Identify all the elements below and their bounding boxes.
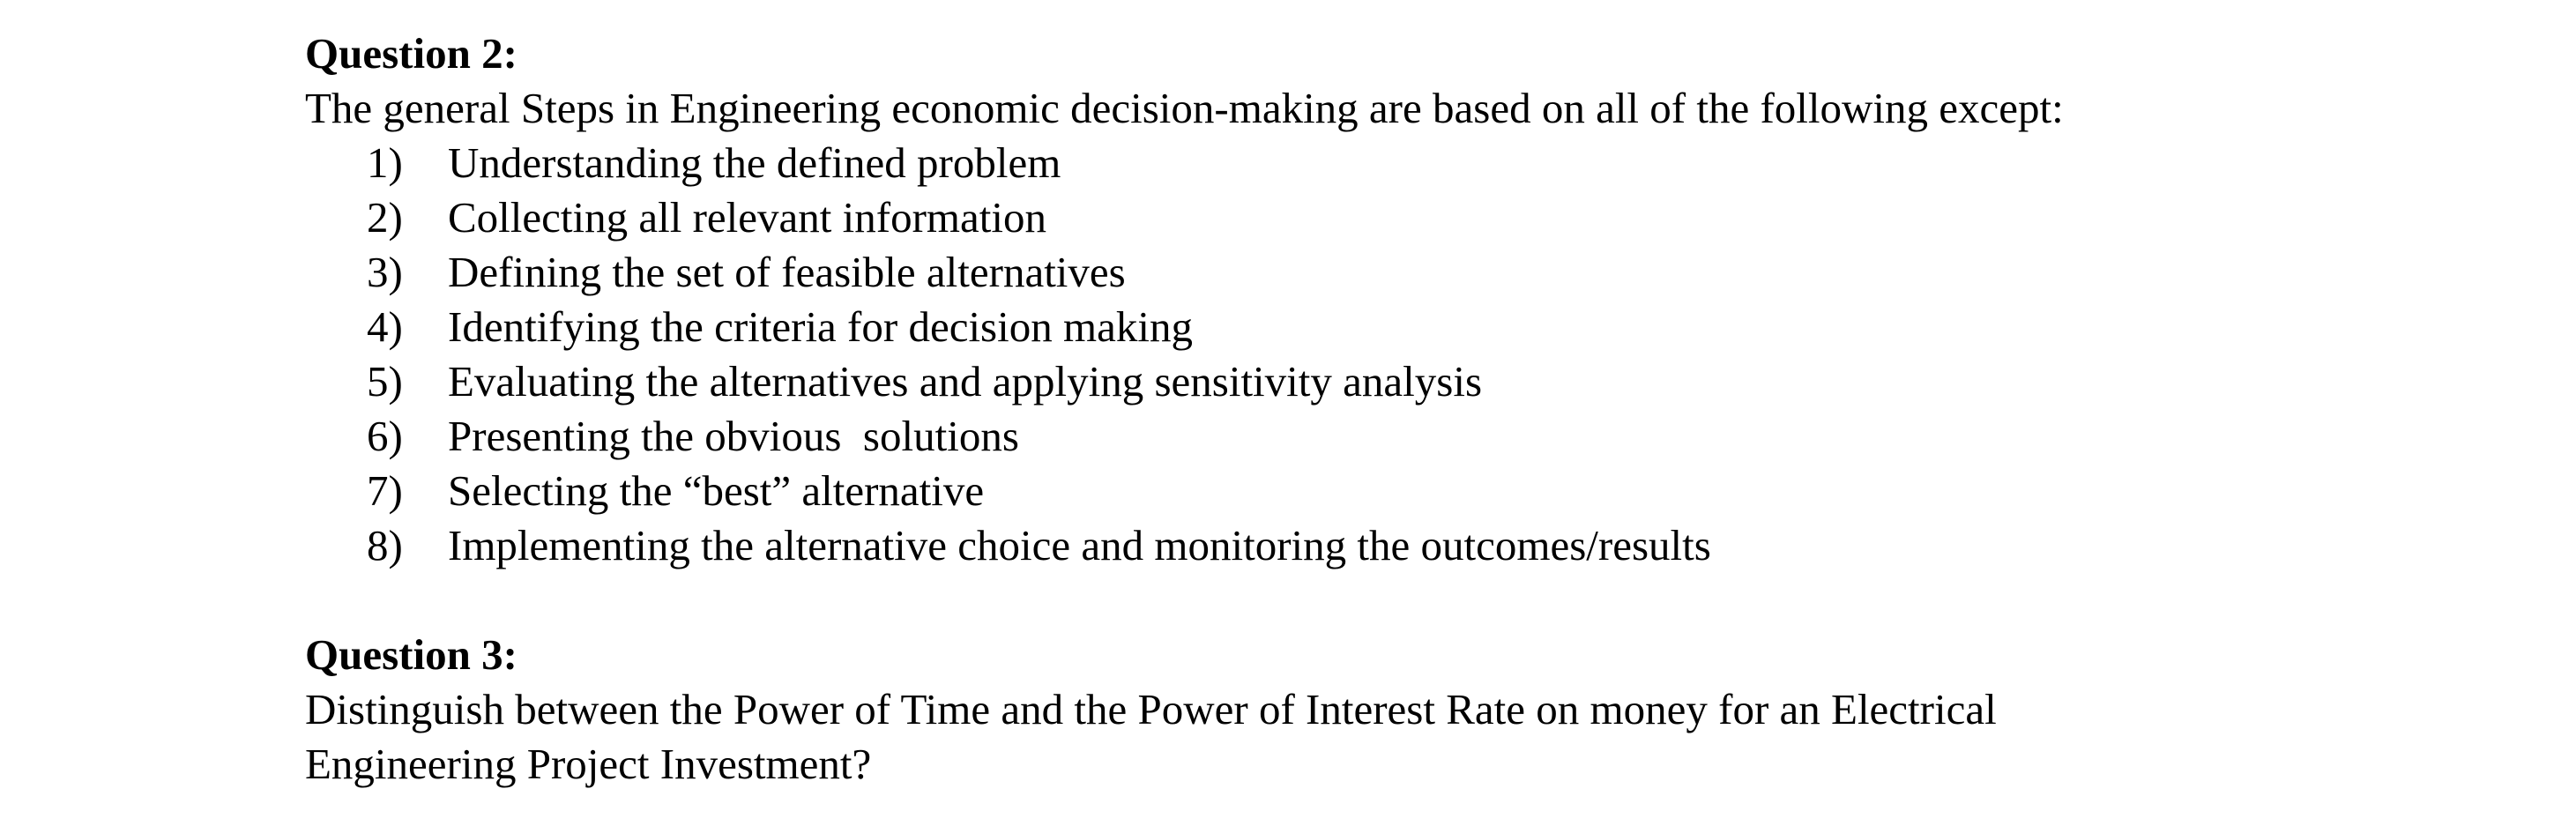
option-number: 8) — [367, 521, 403, 569]
option-label: Identifying the criteria for decision making — [448, 302, 1193, 351]
question-2 — [305, 26, 2509, 573]
section-spacer — [305, 573, 2509, 628]
question-3 — [305, 628, 2509, 792]
option-label: Understanding the defined problem — [448, 138, 1061, 187]
option-label: Implementing the alternative choice and monitoring the outcomes/results — [448, 521, 1711, 569]
option-item — [305, 354, 2509, 409]
option-number: 3) — [367, 248, 403, 296]
option-item — [305, 409, 2509, 464]
question-2-options — [305, 136, 2509, 573]
option-label: Collecting all relevant information — [448, 193, 1046, 242]
option-label: Selecting the “best” alternative — [448, 466, 985, 515]
option-number: 2) — [367, 193, 403, 242]
question-2-heading: Question 2: — [305, 29, 517, 78]
option-label: Defining the set of feasible alternatives — [448, 248, 1126, 296]
option-label: Presenting the obvious solutions — [448, 412, 1019, 460]
option-item — [305, 518, 2509, 573]
question-3-prompt-line-2: Engineering Project Investment? — [305, 740, 872, 788]
option-item — [305, 136, 2509, 190]
question-3-heading: Question 3: — [305, 630, 517, 679]
option-number: 6) — [367, 412, 403, 460]
document-page — [305, 26, 2509, 792]
option-number: 7) — [367, 466, 403, 515]
option-item — [305, 464, 2509, 518]
question-2-prompt: The general Steps in Engineering economic decision-making are based on all of the following except: — [305, 84, 2064, 132]
option-item — [305, 300, 2509, 354]
option-number: 5) — [367, 357, 403, 406]
question-3-prompt-line-1: Distinguish between the Power of Time and the Power of Interest Rate on money for an Electrical — [305, 685, 1997, 733]
option-number: 1) — [367, 138, 403, 187]
option-item — [305, 245, 2509, 300]
option-number: 4) — [367, 302, 403, 351]
option-label: Evaluating the alternatives and applying sensitivity analysis — [448, 357, 1483, 406]
option-item — [305, 190, 2509, 245]
